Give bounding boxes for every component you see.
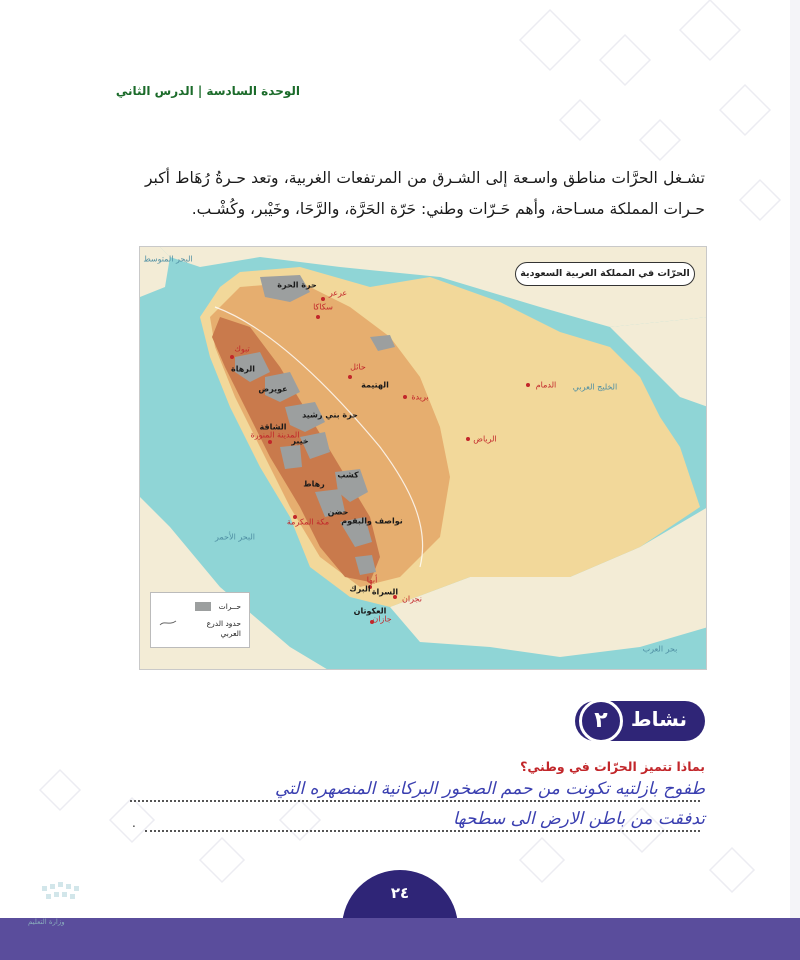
answer-dotted-line [130, 800, 700, 802]
harra-label: نواصف والبقوم [341, 516, 403, 526]
harra-label: الهتيمة [361, 380, 389, 390]
city-label: المدينة المنورة [250, 430, 300, 440]
harra-label: عويرض [258, 384, 288, 394]
footer-bar [0, 918, 800, 960]
legend-row-harrat [195, 602, 241, 611]
harra-label: كشب [337, 470, 359, 480]
legend-harrat-swatch [195, 602, 211, 611]
legend-harrat-label: حــرات [218, 602, 241, 611]
harra-label: العكوتان [353, 606, 387, 616]
legend-shield-line [159, 619, 177, 627]
harra-label: السراة [371, 587, 399, 597]
harra-label: الشاقة [259, 422, 287, 432]
city-label: تبوك [234, 344, 250, 354]
city-label: نجران [402, 594, 422, 604]
harra-label: حرة بني رشيد [302, 410, 358, 420]
ministry-logo-icon [12, 876, 112, 936]
lesson-header-text: الوحدة السادسة | الدرس الثاني [115, 84, 300, 98]
city-label: الدمام [535, 380, 557, 390]
sea-label-arabian-sea: بحر العرب [642, 644, 678, 654]
map-title: الحرّات في المملكة العربية السعودية [515, 262, 695, 286]
city-label: سكاكا [313, 302, 333, 312]
harrat-map [139, 246, 707, 670]
activity-question: بماذا تتميز الحرّات في وطني؟ [520, 759, 705, 774]
ministry-text: وزارة التعليم [28, 918, 65, 926]
harra-label: خيبر [291, 436, 309, 446]
harra-label: حرة الحرة [277, 280, 317, 290]
city-label: الرياض [473, 434, 497, 444]
activity-label: نشاط [630, 707, 687, 731]
answer-dotted-line [145, 830, 700, 832]
lesson-paragraph: تشـغل الحرَّات مناطق واسـعة إلى الشـرق من المرتفعات الغربية، وتعد حـرةُ رُهَاط أكبر حـرات المملكة مسـاحة، وأهم حَـرّات وطني: حَرّة الحَرَّة، والرَّحَا، وخَيْبر، وكُشْـب. [145, 169, 705, 218]
harra-label: رهاط [303, 479, 325, 489]
answer-line-2: تدفقت من باطن الارض الى سطحها [453, 809, 705, 829]
city-label: حائل [350, 362, 366, 372]
city-label: أبها [366, 575, 378, 585]
line-end-dot: . [132, 816, 136, 830]
legend-row-shield [159, 619, 241, 639]
city-label: جازان [372, 614, 392, 624]
page-number: ٢٤ [390, 884, 410, 902]
city-label: مكة المكرمة [286, 517, 330, 527]
harra-label: البرك [349, 584, 371, 594]
city-label: بريدة [411, 392, 429, 402]
harra-label: حضن [327, 507, 349, 517]
activity-badge [575, 701, 705, 741]
sea-label-red-sea: البحر الأحمر [215, 532, 255, 542]
activity-number: ٢ [579, 699, 623, 743]
sea-label-mediterranean: البحر المتوسط [143, 254, 193, 264]
harra-label: الرهاة [231, 364, 255, 374]
city-label: عرعر [328, 288, 348, 298]
sea-label-gulf: الخليج العربي [572, 382, 618, 392]
map-legend [150, 592, 250, 648]
legend-shield-label: حدود الدرع العربي [206, 619, 241, 638]
answer-line-1: طفوح بازلتيه تكونت من حمم الصخور البركانية المنصهره التي [274, 779, 705, 799]
